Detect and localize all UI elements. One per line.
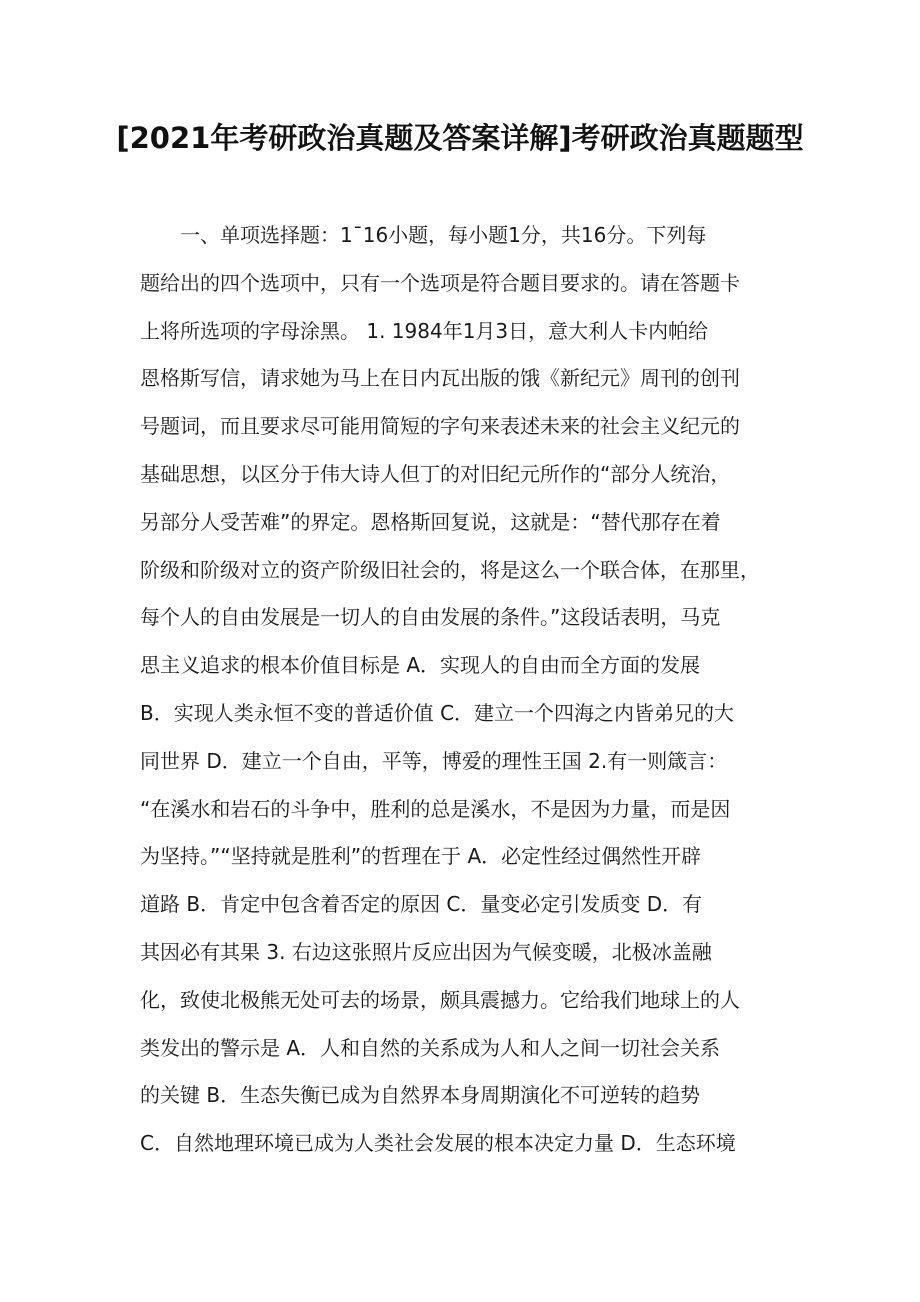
body-line: 同世界 D．建立一个自由，平等，博爱的理性王国 2.有一则箴言：: [140, 748, 728, 773]
body-line: B．实现人类永恒不变的普适价值 C．建立一个四海之内皆弟兄的大: [140, 700, 735, 725]
body-line: 另部分人受苦难”的界定。恩格斯回复说，这就是：“替代那存在着: [140, 509, 721, 534]
body-line: 其因必有其果 3. 右边这张照片反应出因为气候变暖，北极冰盖融: [140, 939, 712, 964]
body-line: “在溪水和岩石的斗争中，胜利的总是溪水，不是因为力量，而是因: [140, 796, 731, 821]
body-line: 恩格斯写信，请求她为马上在日内瓦出版的饿《新纪元》周刊的创刊: [140, 366, 740, 391]
body-line: 基础思想，以区分于伟大诗人但丁的对旧纪元所作的“部分人统治，: [140, 461, 731, 486]
document-title: [2021年考研政治真题及答案详解]考研政治真题题型: [116, 121, 804, 155]
body-line: 一、单项选择题：1¯16小题，每小题1分，共16分。下列每: [180, 223, 707, 247]
body-line: 思主义追求的根本价值目标是 A．实现人的自由而全方面的发展: [140, 653, 701, 678]
body-line: 上将所选项的字母涂黑。 1. 1984年1月3日，意大利人卡内帕给: [140, 318, 709, 343]
body-line: 题给出的四个选项中，只有一个选项是符合题目要求的。请在答题卡: [140, 270, 740, 295]
body-line: 每个人的自由发展是一切人的自由发展的条件。”这段话表明，马克: [140, 605, 721, 630]
document-body: [140, 212, 788, 1168]
body-line: 类发出的警示是 A．人和自然的关系成为人和人之间一切社会关系: [140, 1035, 721, 1060]
body-line: 化，致使北极熊无处可去的场景，颇具震撼力。它给我们地球上的人: [140, 987, 740, 1012]
body-line: 为坚持。”“坚持就是胜利”的哲理在于 A．必定性经过偶然性开辟: [140, 844, 702, 869]
body-line: 的关键 B．生态失衡已成为自然界本身周期演化不可逆转的趋势: [140, 1083, 701, 1108]
body-line: 号题词，而且要求尽可能用简短的字句来表述未来的社会主义纪元的: [140, 414, 740, 439]
body-line: 阶级和阶级对立的资产阶级旧社会的，将是这么一个联合体，在那里，: [140, 557, 760, 582]
body-line: C．自然地理环境已成为人类社会发展的根本决定力量 D．生态环境: [140, 1131, 736, 1156]
body-line: 道路 B．肯定中包含着否定的原因 C．量变必定引发质变 D．有: [140, 892, 703, 917]
